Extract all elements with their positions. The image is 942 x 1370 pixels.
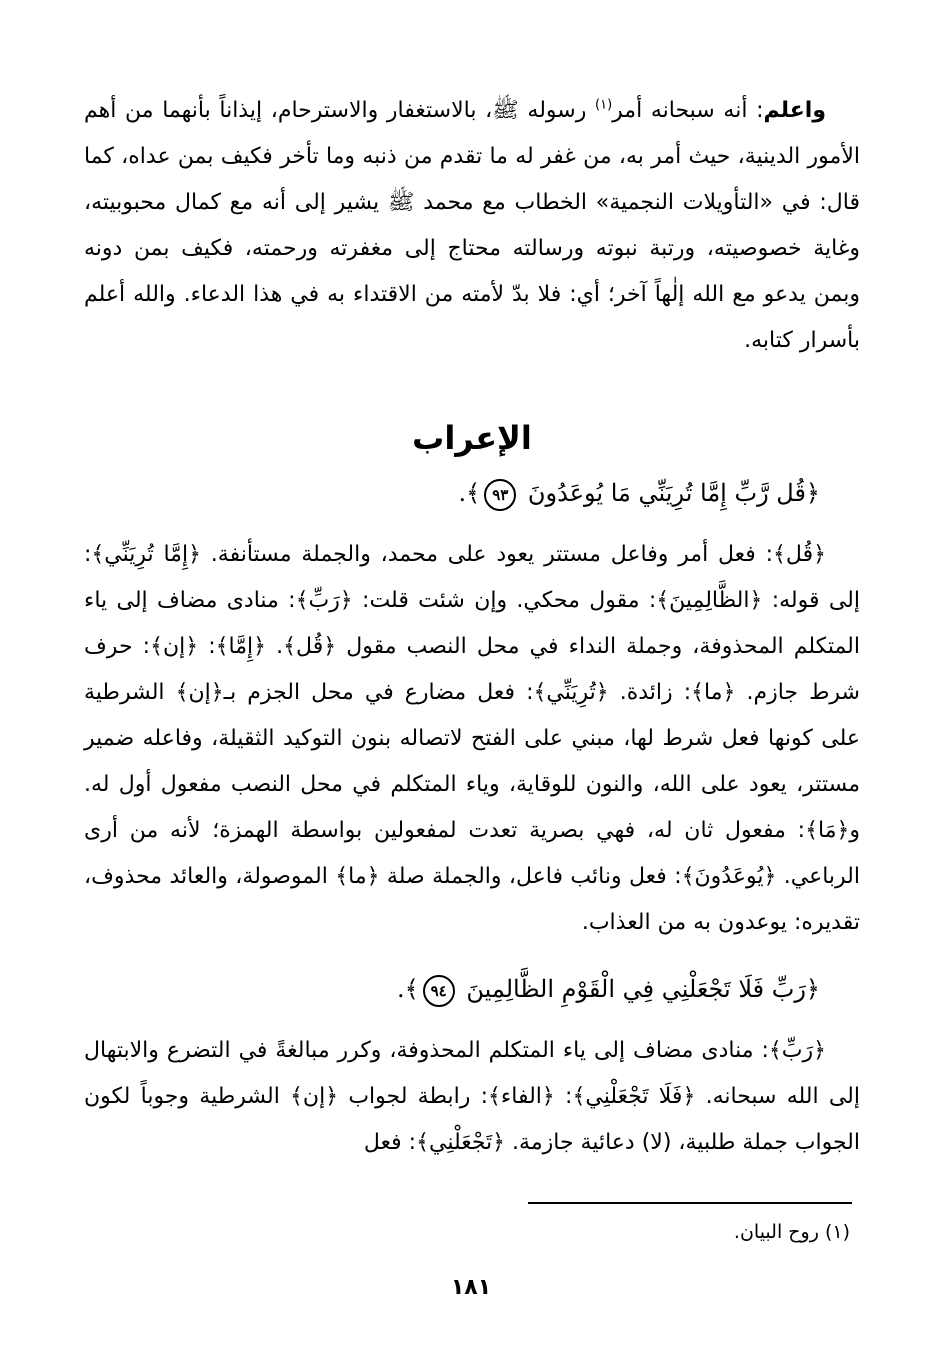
intro-text-b: رسوله ﷺ، بالاستغفار والاسترحام، إيذاناً بأنهما من أهم الأمور الدينية، حيث أمر به، من غفر له ما تقدم من ذنبه وما تأخر فكيف بمن عداه، كما قال: في «التأويلات النجمية» الخطاب مع محمد ﷺ يشير إلى أنه مع كمال محبوبيته، وغاية خصوصيته، ورتبة نبوته ورسالته محتاج إلى مغفرته ورحمته، فكيف بمن دونه وبمن يدعو مع الله إلٰهاً آخر؛ أي: فلا بدّ لأمته من الاقتداء به في هذا الدعاء. والله أعلم بأسرار كتابه.: [84, 98, 860, 353]
verse-94: [84, 964, 860, 1014]
verse-93-text: ﴿قُل رَّبِّ إِمَّا تُرِيَنِّي مَا يُوعَدُونَ: [527, 479, 820, 507]
verse-93-closing: ﴾.: [458, 479, 481, 507]
footnote-marker: (١): [824, 1221, 850, 1243]
verse-94-number: ٩٤: [423, 975, 455, 1007]
grammar-paragraph-1: ﴿قُل﴾: فعل أمر وفاعل مستتر يعود على محمد، والجملة مستأنفة. ﴿إِمَّا تُرِيَنِّي﴾: إلى قوله: ﴿الظَّالِمِينَ﴾: مقول محكي. وإن شئت قلت: ﴿رَبِّ﴾: منادى مضاف إلى ياء المتكلم المحذوفة، وجملة النداء في محل النصب مقول ﴿قُل﴾. ﴿إِمَّا﴾: ﴿إن﴾: حرف شرط جازم. ﴿ما﴾: زائدة. ﴿تُرِيَنِّي﴾: فعل مضارع في محل الجزم بـ﴿إن﴾ الشرطية على كونها فعل شرط لها، مبني على الفتح لاتصاله بنون التوكيد الثقيلة، وفاعله ضمير مستتر، يعود على الله، والنون للوقاية، وياء المتكلم في محل النصب مفعول أول له. و﴿مَا﴾: مفعول ثان له، فهي بصرية تعدت لمفعولين بواسطة الهمزة؛ لأنه من أرى الرباعي. ﴿يُوعَدُونَ﴾: فعل ونائب فاعل، والجملة صلة ﴿ما﴾ الموصولة، والعائد محذوف، تقديره: يوعدون به من العذاب.: [84, 542, 860, 935]
verse-93-number: ٩٣: [484, 479, 516, 511]
section-title: الإعراب: [412, 419, 532, 457]
verse-94-text: ﴿رَبِّ فَلَا تَجْعَلْنِي فِي الْقَوْمِ الظَّالِمِينَ: [466, 975, 820, 1003]
intro-lead-word: واعلم: [763, 98, 826, 123]
grammar-paragraph-2: ﴿رَبِّ﴾: منادى مضاف إلى ياء المتكلم المحذوفة، وكرر مبالغةً في التضرع والابتهال إلى الله سبحانه. ﴿فَلَا تَجْعَلْنِي﴾: ﴿الفاء﴾: رابطة لجواب ﴿إن﴾ الشرطية وجوباً لكون الجواب جملة طلبية، (لا) دعائية جازمة. ﴿تَجْعَلْنِي﴾: فعل: [84, 1038, 860, 1155]
footnote: [734, 1216, 850, 1248]
footnote-divider: [528, 1202, 852, 1204]
page-number: ١٨١: [450, 1275, 492, 1300]
intro-text-a: : أنه سبحانه أمر: [612, 98, 764, 123]
footnote-reference[interactable]: (١): [595, 97, 613, 113]
verse-94-closing: ﴾.: [396, 975, 419, 1003]
footnote-text: روح البيان.: [733, 1221, 819, 1243]
page-body: [84, 88, 860, 1166]
verse-93: [84, 468, 860, 518]
intro-paragraph: [84, 88, 860, 364]
